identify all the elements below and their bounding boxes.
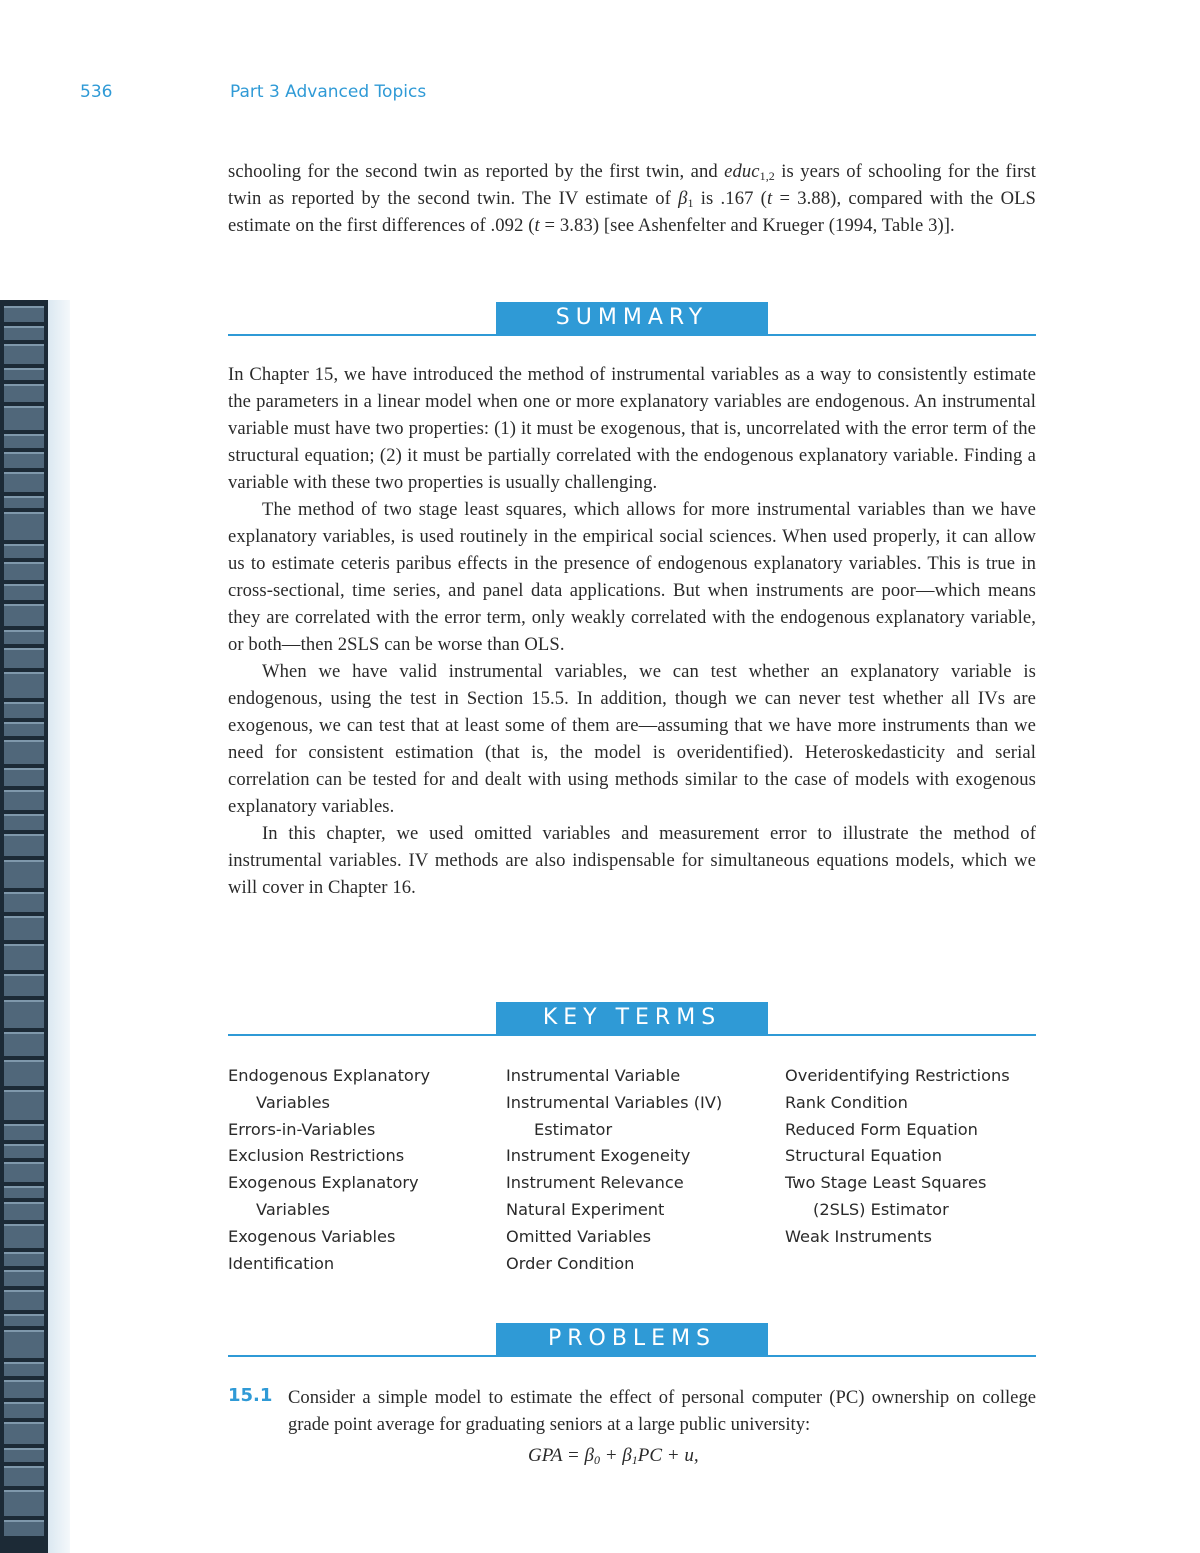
key-terms-rule	[228, 1034, 1036, 1036]
intro-text-c: is .167 (	[693, 188, 767, 209]
sidebar-stripe	[4, 512, 44, 540]
key-term: Instrumental Variables (IV)	[506, 1092, 723, 1112]
sidebar-glow	[48, 300, 70, 1553]
sidebar-stripe	[4, 1520, 44, 1536]
sidebar-stripe	[4, 1362, 44, 1376]
intro-t1: t	[766, 188, 773, 209]
key-term: Errors-in-Variables	[228, 1119, 376, 1139]
key-term: Identification	[228, 1253, 335, 1273]
key-term: Overidentifying Restrictions	[785, 1066, 1010, 1085]
summary-heading-label: SUMMARY	[496, 302, 768, 334]
key-term: Exclusion Restrictions	[228, 1146, 405, 1166]
sidebar-stripe	[4, 702, 44, 718]
sidebar-stripe	[4, 434, 44, 448]
sidebar-stripe	[4, 406, 44, 430]
key-terms-heading-label: KEY TERMS	[496, 1002, 768, 1034]
eq-beta0: β	[584, 1445, 594, 1466]
sidebar-stripe	[4, 1060, 44, 1086]
key-term: Natural Experiment	[506, 1199, 665, 1219]
sidebar-stripe	[4, 860, 44, 888]
key-term: (2SLS) Estimator	[813, 1199, 949, 1219]
key-terms-column-3	[785, 1063, 1055, 1251]
sidebar-stripe	[4, 1380, 44, 1398]
sidebar-stripe	[4, 562, 44, 580]
key-term: Reduced Form Equation	[785, 1119, 978, 1139]
eq-rhs: PC + u,	[637, 1445, 699, 1466]
key-term: Weak Instruments	[785, 1226, 932, 1246]
sidebar-stripe	[4, 768, 44, 786]
sidebar-stripe	[4, 1270, 44, 1286]
key-term: Variables	[256, 1092, 330, 1112]
summary-paragraph: In this chapter, we used omitted variables and measurement error to illustrate the method of instrumental variables. IV methods are also indispensable for simultaneous equations models, which we will cover in Chapter 16.	[228, 823, 1036, 898]
eq-plus: +	[599, 1445, 623, 1466]
sidebar-stripe	[4, 1124, 44, 1140]
intro-text-b: is years of schooling for the first twin as reported by the second twin. The IV estimate of	[228, 161, 1036, 209]
sidebar-stripe	[4, 326, 44, 340]
key-terms-column-2	[506, 1063, 776, 1277]
sidebar-stripe	[4, 974, 44, 996]
problems-heading-label: PROBLEMS	[496, 1323, 768, 1355]
sidebar-stripe	[4, 790, 44, 810]
sidebar-stripe	[4, 344, 44, 364]
sidebar-stripe	[4, 630, 44, 644]
sidebar-stripe	[4, 306, 44, 322]
summary-paragraph: In Chapter 15, we have introduced the method of instrumental variables as a way to consistently estimate the parameters in a linear model when one or more explanatory variables are endogenous. An instrumental variable must have two properties: (1) it must be exogenous, that is, uncorrelated with the error term of the structural equation; (2) it must be partially correlated with the endogenous explanatory variable. Finding a variable with these two properties is usually challenging.	[228, 364, 1036, 493]
gpa-equation	[528, 1445, 699, 1467]
key-term: Two Stage Least Squares	[785, 1173, 987, 1193]
key-term: Endogenous Explanatory	[228, 1066, 431, 1085]
key-terms-heading	[228, 1002, 1036, 1036]
summary-paragraph: The method of two stage least squares, which allows for more instrumental variables than we have explanatory variables, is used routinely in the empirical social sciences. When used properly, it can allow us to estimate ceteris paribus effects in the presence of endogenous explanatory variables. This is true in cross-sectional, time series, and panel data applications. But when instruments are poor—which means they are correlated with the error term, only weakly correlated with the endogenous explanatory variable, or both—then 2SLS can be worse than OLS.	[228, 499, 1036, 655]
sidebar-stripe	[4, 1402, 44, 1418]
eq-beta1-sub: 1	[631, 1453, 638, 1467]
sidebar-stripe	[4, 916, 44, 940]
key-terms-column-1	[228, 1063, 498, 1277]
key-term: Order Condition	[506, 1253, 635, 1273]
problems-rule	[228, 1355, 1036, 1357]
problem-number: 15.1	[228, 1385, 273, 1406]
intro-text-a: schooling for the second twin as reported by the first twin, and	[228, 161, 725, 182]
sidebar-stripe	[4, 892, 44, 912]
sidebar-stripe	[4, 1090, 44, 1120]
sidebar-stripe	[4, 1162, 44, 1182]
key-term: Instrumental Variable	[506, 1066, 681, 1085]
sidebar-stripe	[4, 1314, 44, 1326]
sidebar-stripe	[4, 1422, 44, 1444]
key-term: Estimator	[534, 1119, 613, 1139]
sidebar-stripe	[4, 604, 44, 626]
sidebar-stripe	[4, 452, 44, 468]
sidebar-stripe	[4, 1032, 44, 1056]
sidebar-stripe	[4, 384, 44, 402]
decorative-sidebar	[0, 300, 48, 1553]
sidebar-stripe	[4, 1224, 44, 1248]
intro-text-e: = 3.83) [see Ashenfelter and Krueger (1994, Table 3)].	[539, 215, 955, 236]
key-term: Instrument Relevance	[506, 1173, 684, 1193]
sidebar-stripe	[4, 740, 44, 764]
intro-text-d: = 3.88), compared with the OLS estimate on the first differences of .092 (	[228, 188, 1037, 236]
sidebar-stripe	[4, 368, 44, 380]
problem-text: Consider a simple model to estimate the effect of personal computer (PC) ownership on college grade point average for graduating seniors at a large public university:	[288, 1387, 1036, 1435]
eq-beta1: β	[622, 1445, 632, 1466]
intro-t2: t	[534, 215, 540, 236]
part-title: Part 3 Advanced Topics	[230, 82, 427, 102]
page-number: 536	[80, 82, 113, 102]
key-term: Exogenous Variables	[228, 1226, 396, 1246]
eq-lhs: GPA =	[528, 1445, 585, 1466]
sidebar-stripe	[4, 584, 44, 600]
sidebar-stripe	[4, 834, 44, 856]
sidebar-stripe	[4, 1466, 44, 1486]
intro-var-sub: 1,2	[759, 169, 775, 183]
key-term: Variables	[256, 1199, 330, 1219]
summary-paragraph: When we have valid instrumental variables, we can test whether an explanatory variable is endogenous, using the test in Section 15.5. In addition, though we can never test whether all IVs are exogenous, we can test that at least some of them are—assuming that we have more instruments than we need for consistent estimation (that is, the model is overidentified). Heteroskedasticity and serial correlation can be tested for and dealt with using methods similar to the case of models with exogenous explanatory variables.	[228, 661, 1036, 817]
sidebar-stripe	[4, 1490, 44, 1516]
sidebar-stripe	[4, 722, 44, 736]
summary-heading	[228, 302, 1036, 336]
sidebar-stripe	[4, 1144, 44, 1158]
eq-beta0-sub: 0	[593, 1453, 600, 1467]
intro-beta-sub: 1	[687, 196, 694, 210]
sidebar-stripe	[4, 1290, 44, 1310]
sidebar-stripe	[4, 544, 44, 558]
sidebar-stripe	[4, 1330, 44, 1358]
sidebar-stripe	[4, 472, 44, 492]
sidebar-stripe	[4, 814, 44, 830]
sidebar-stripe	[4, 648, 44, 668]
summary-rule	[228, 334, 1036, 336]
sidebar-stripe	[4, 944, 44, 970]
sidebar-stripe	[4, 1000, 44, 1028]
key-term: Instrument Exogeneity	[506, 1146, 691, 1166]
intro-beta: β	[678, 188, 688, 209]
key-term: Omitted Variables	[506, 1226, 652, 1246]
summary-body	[228, 361, 1036, 901]
sidebar-stripe	[4, 496, 44, 508]
intro-var: educ	[724, 161, 760, 182]
key-term: Rank Condition	[785, 1092, 908, 1112]
key-term: Structural Equation	[785, 1146, 942, 1166]
sidebar-stripe	[4, 1252, 44, 1266]
problems-heading	[228, 1323, 1036, 1357]
sidebar-stripe	[4, 1186, 44, 1198]
sidebar-stripe	[4, 1202, 44, 1220]
sidebar-stripe	[4, 672, 44, 698]
intro-paragraph	[228, 158, 1036, 239]
key-term: Exogenous Explanatory	[228, 1173, 419, 1193]
sidebar-stripe	[4, 1448, 44, 1462]
